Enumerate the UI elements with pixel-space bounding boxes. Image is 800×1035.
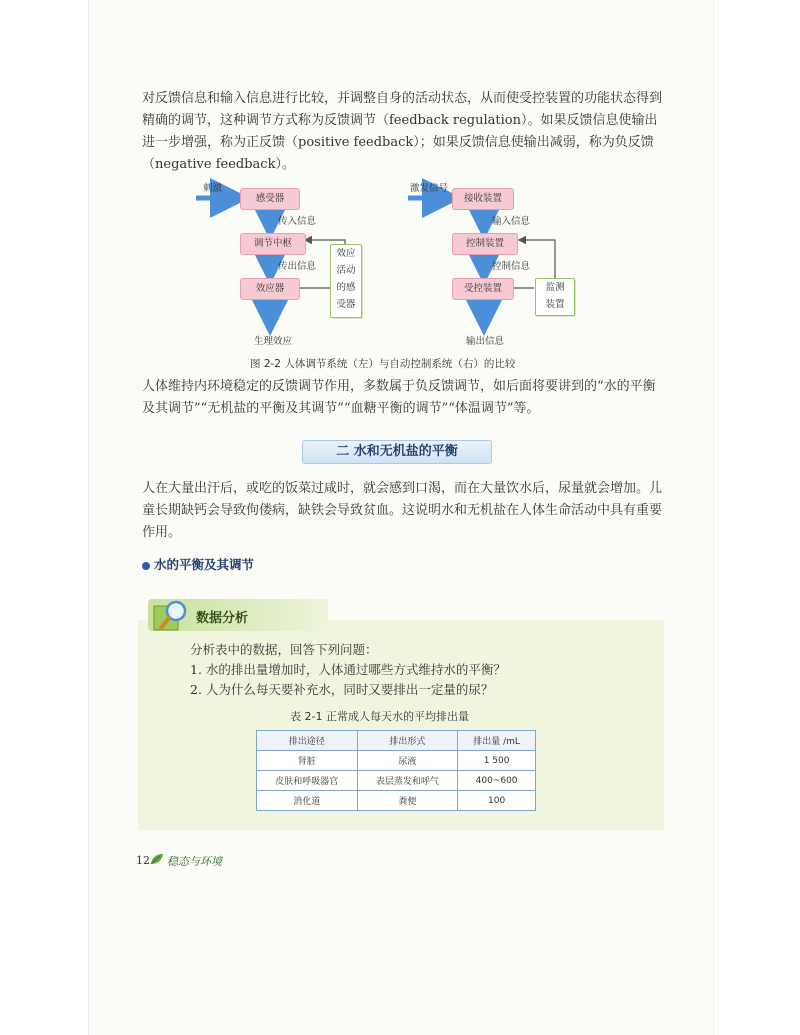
- question-1: 1. 水的排出量增加时，人体通过哪些方式维持水的平衡？: [190, 662, 506, 677]
- table-row: [257, 771, 536, 791]
- table-cell: 消化道: [257, 791, 358, 811]
- right-box-receiver: 接收装置: [452, 188, 514, 210]
- bullet-dot-icon: [142, 562, 150, 570]
- data-analysis-title: 数据分析: [196, 611, 249, 626]
- table-header-row: [257, 731, 536, 751]
- section-heading: 二 水和无机盐的平衡: [302, 440, 492, 464]
- leaf-icon: [150, 853, 164, 865]
- table-cell: 1 500: [458, 751, 536, 771]
- table-cell: 粪便: [357, 791, 458, 811]
- subsection-heading: 水的平衡及其调节: [142, 555, 254, 573]
- question-2: 2. 人为什么每天要补充水，同时又要排出一定量的尿？: [190, 682, 494, 697]
- left-feedback-box: 效应 活动 的感 受器: [330, 244, 362, 318]
- table-cell: 尿液: [357, 751, 458, 771]
- right-feedback-box: 监测 装置: [535, 278, 575, 316]
- table-header: 排出形式: [357, 731, 458, 751]
- left-arrow-1-label: 传入信息: [278, 216, 317, 227]
- table-title: 表 2-1 正常成人每天水的平均排出量: [290, 710, 469, 723]
- right-arrow-2-label: 控制信息: [492, 261, 531, 272]
- right-box-controller: 控制装置: [452, 233, 518, 255]
- left-output-label: 生理效应: [254, 336, 293, 347]
- paragraph-water-salt: 人在大量出汗后，或吃的饭菜过咸时，就会感到口渴，而在大量饮水后，尿量就会增加。儿童长期缺钙会导致佝偻病，缺铁会导致贫血。这说明水和无机盐在人体生命活动中具有重要作用。: [142, 481, 663, 540]
- table-header: 排出量 /mL: [458, 731, 536, 751]
- table-cell: 100: [458, 791, 536, 811]
- book-title: 稳态与环境: [167, 855, 222, 868]
- paragraph-feedback-regulation: 对反馈信息和输入信息进行比较，并调整自身的活动状态，从而使受控装置的功能状态得到精确的调节，这种调节方式称为反馈调节（feedback regulation）。如果反馈信息使输出进一步增强，称为正反馈（positive feedback）；如果反馈信息使输出减弱，称为负反馈（negative feedback）。: [142, 91, 663, 172]
- table-header: 排出途径: [257, 731, 358, 751]
- table-row: [257, 791, 536, 811]
- table-cell: 400~600: [458, 771, 536, 791]
- left-box-receptor: 感受器: [240, 188, 300, 210]
- right-input-label: 激发信号: [410, 183, 449, 194]
- right-output-label: 输出信息: [466, 336, 505, 347]
- water-output-table: [256, 730, 536, 811]
- table-cell: 表层蒸发和呼气: [357, 771, 458, 791]
- paragraph-negative-feedback: 人体维持内环境稳定的反馈调节作用，多数属于负反馈调节，如后面将要讲到的“水的平衡及其调节”“无机盐的平衡及其调节”“血糖平衡的调节”“体温调节”等。: [142, 379, 656, 416]
- left-box-center: 调节中枢: [240, 233, 306, 255]
- data-analysis-intro: 分析表中的数据，回答下列问题：: [190, 642, 378, 657]
- left-box-effector: 效应器: [240, 278, 300, 300]
- figure-caption: 图 2-2 人体调节系统（左）与自动控制系统（右）的比较: [250, 358, 516, 370]
- table-row: [257, 751, 536, 771]
- table-cell: 肾脏: [257, 751, 358, 771]
- page-number: 12: [136, 854, 150, 867]
- table-cell: 皮肤和呼吸器官: [257, 771, 358, 791]
- left-input-label: 刺激: [203, 183, 223, 194]
- right-box-controlled: 受控装置: [452, 278, 514, 300]
- right-arrow-1-label: 输入信息: [492, 216, 531, 227]
- magnifier-icon: [152, 598, 192, 634]
- left-arrow-2-label: 传出信息: [278, 261, 317, 272]
